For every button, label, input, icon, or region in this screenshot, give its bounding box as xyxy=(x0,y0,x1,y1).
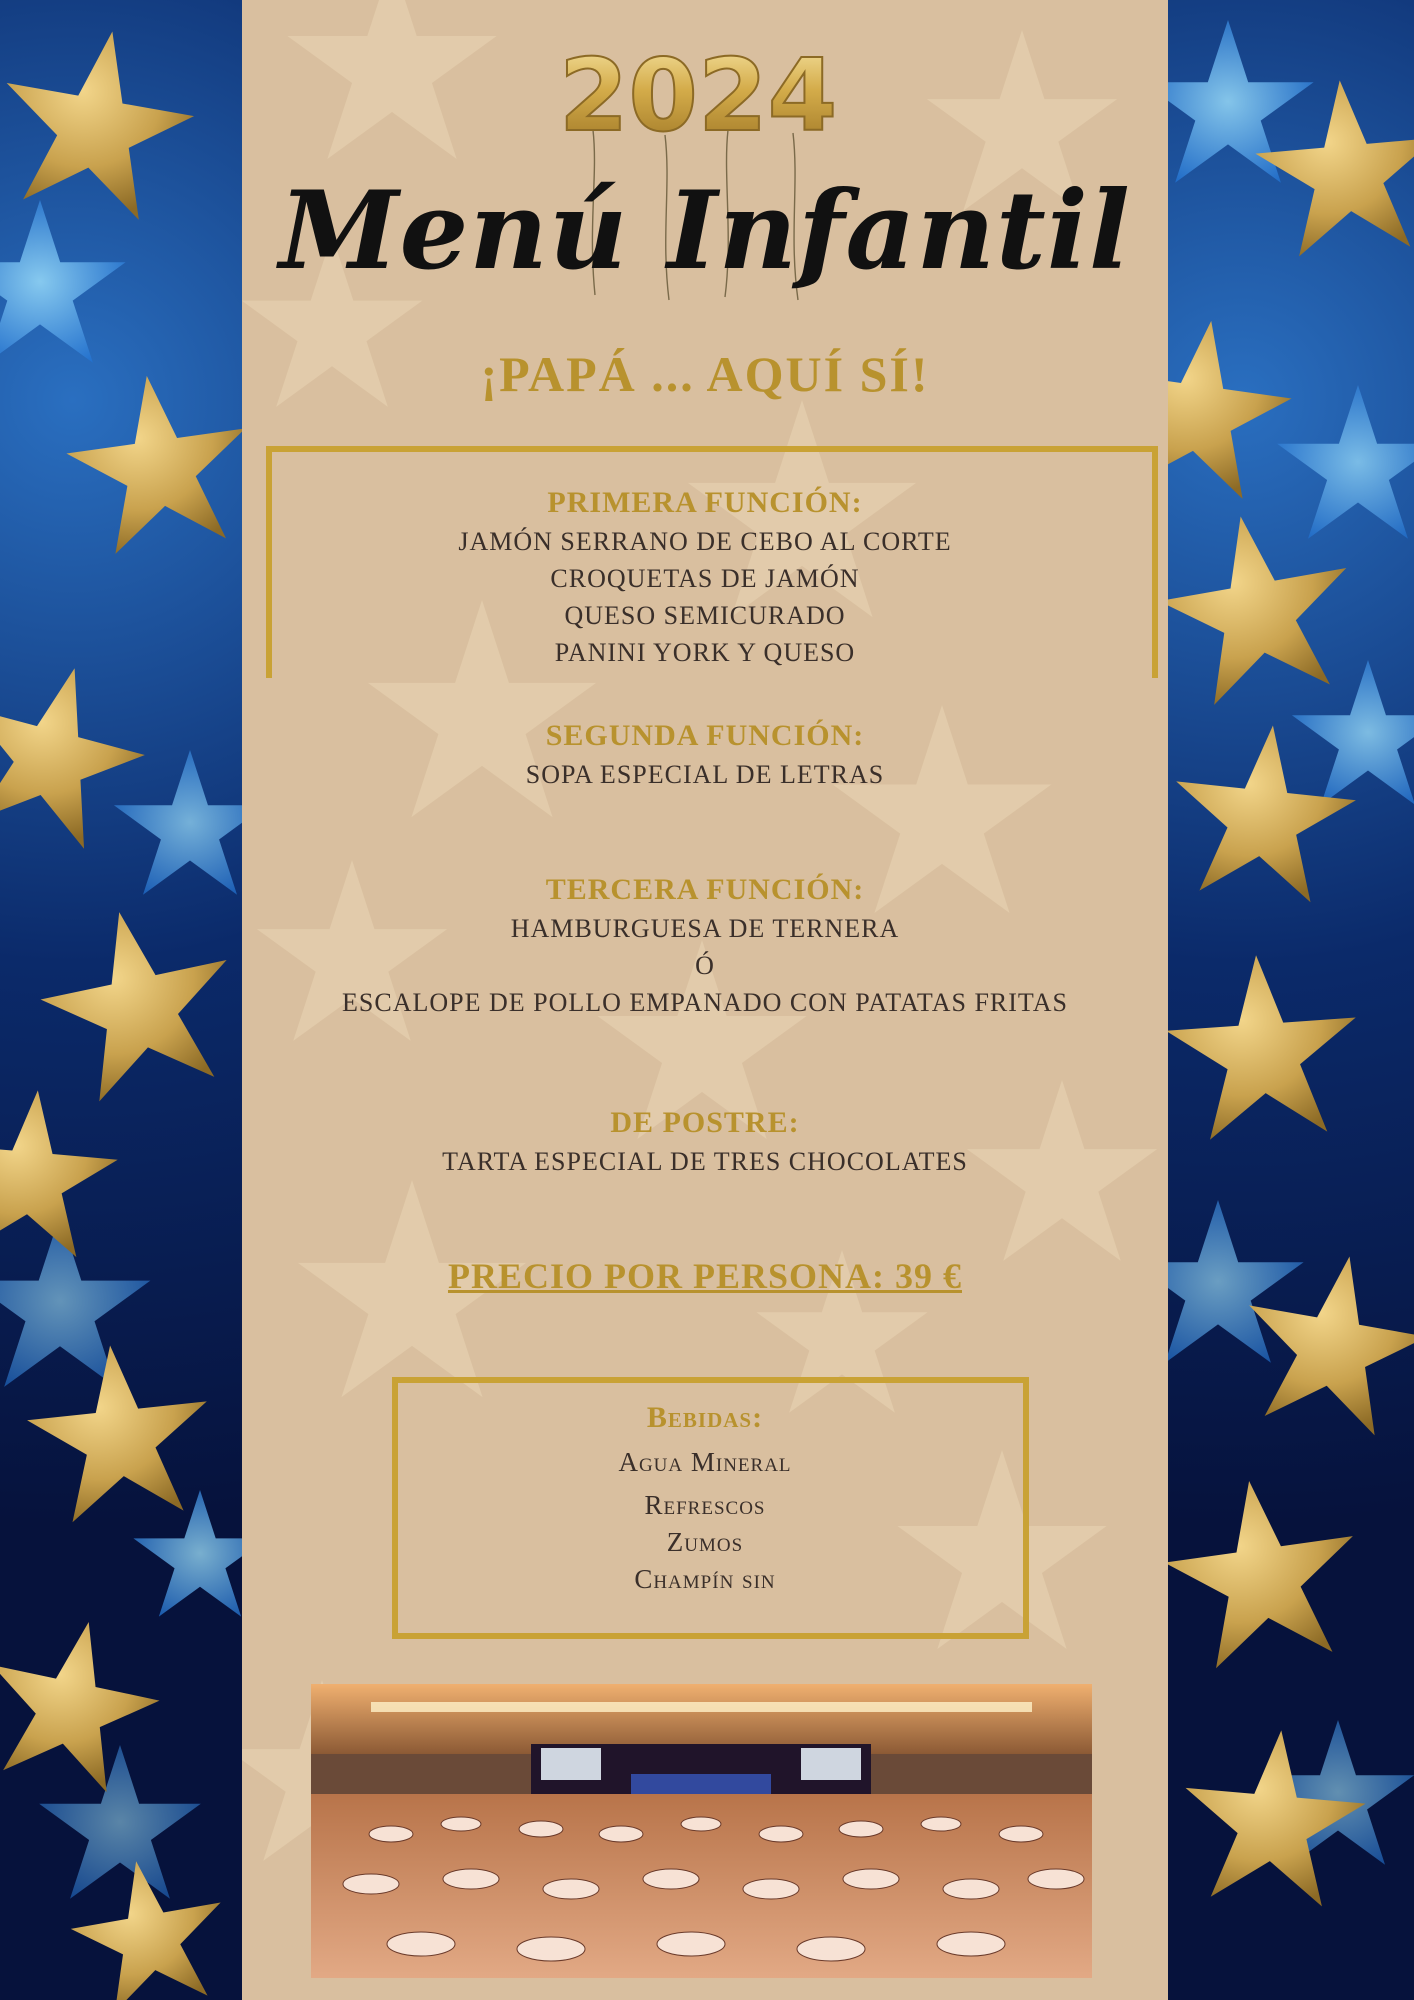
banquet-hall-photo xyxy=(311,1684,1092,1978)
menu-subtitle: ¡PAPÁ ... AQUÍ SÍ! xyxy=(480,346,930,402)
section-heading: SEGUNDA FUNCIÓN: xyxy=(545,719,865,752)
drink-item: Refrescos xyxy=(644,1490,766,1520)
drink-item: Zumos xyxy=(666,1527,744,1557)
section-primera-funcion xyxy=(242,483,1168,671)
star-decoration-right xyxy=(1168,0,1414,2000)
drink-item: Champín sin xyxy=(634,1564,776,1594)
section-heading: Bebidas: xyxy=(646,1401,764,1434)
price-per-person: PRECIO POR PERSONA: 39 € xyxy=(447,1256,962,1296)
section-segunda-funcion xyxy=(242,716,1168,793)
left-star-border xyxy=(0,0,242,2000)
menu-item: SOPA ESPECIAL DE LETRAS xyxy=(525,760,885,789)
section-heading: TERCERA FUNCIÓN: xyxy=(545,873,865,906)
section-tercera-funcion xyxy=(242,870,1168,1021)
banquet-hall-image xyxy=(311,1684,1092,1978)
drink-item: Agua Mineral xyxy=(618,1447,792,1477)
star-decoration-left xyxy=(0,0,242,2000)
menu-item: CROQUETAS DE JAMÓN xyxy=(550,564,860,593)
menu-item: ESCALOPE DE POLLO EMPANADO CON PATATAS FRITAS xyxy=(342,988,1068,1017)
section-postre xyxy=(242,1103,1168,1180)
menu-item: JAMÓN SERRANO DE CEBO AL CORTE xyxy=(458,527,952,556)
section-bebidas xyxy=(242,1398,1168,1598)
section-heading: DE POSTRE: xyxy=(610,1106,800,1139)
menu-item: TARTA ESPECIAL DE TRES CHOCOLATES xyxy=(442,1147,968,1176)
menu-item: Ó xyxy=(695,951,715,980)
menu-item: PANINI YORK Y QUESO xyxy=(554,638,856,667)
menu-item: QUESO SEMICURADO xyxy=(564,601,846,630)
section-heading: PRIMERA FUNCIÓN: xyxy=(547,486,863,519)
menu-item: HAMBURGUESA DE TERNERA xyxy=(510,914,900,943)
right-star-border xyxy=(1168,0,1414,2000)
menu-title: Menú Infantil xyxy=(279,168,1131,294)
gold-star-icon xyxy=(1168,72,1414,1909)
balloon-icon: 2024 xyxy=(558,37,838,154)
